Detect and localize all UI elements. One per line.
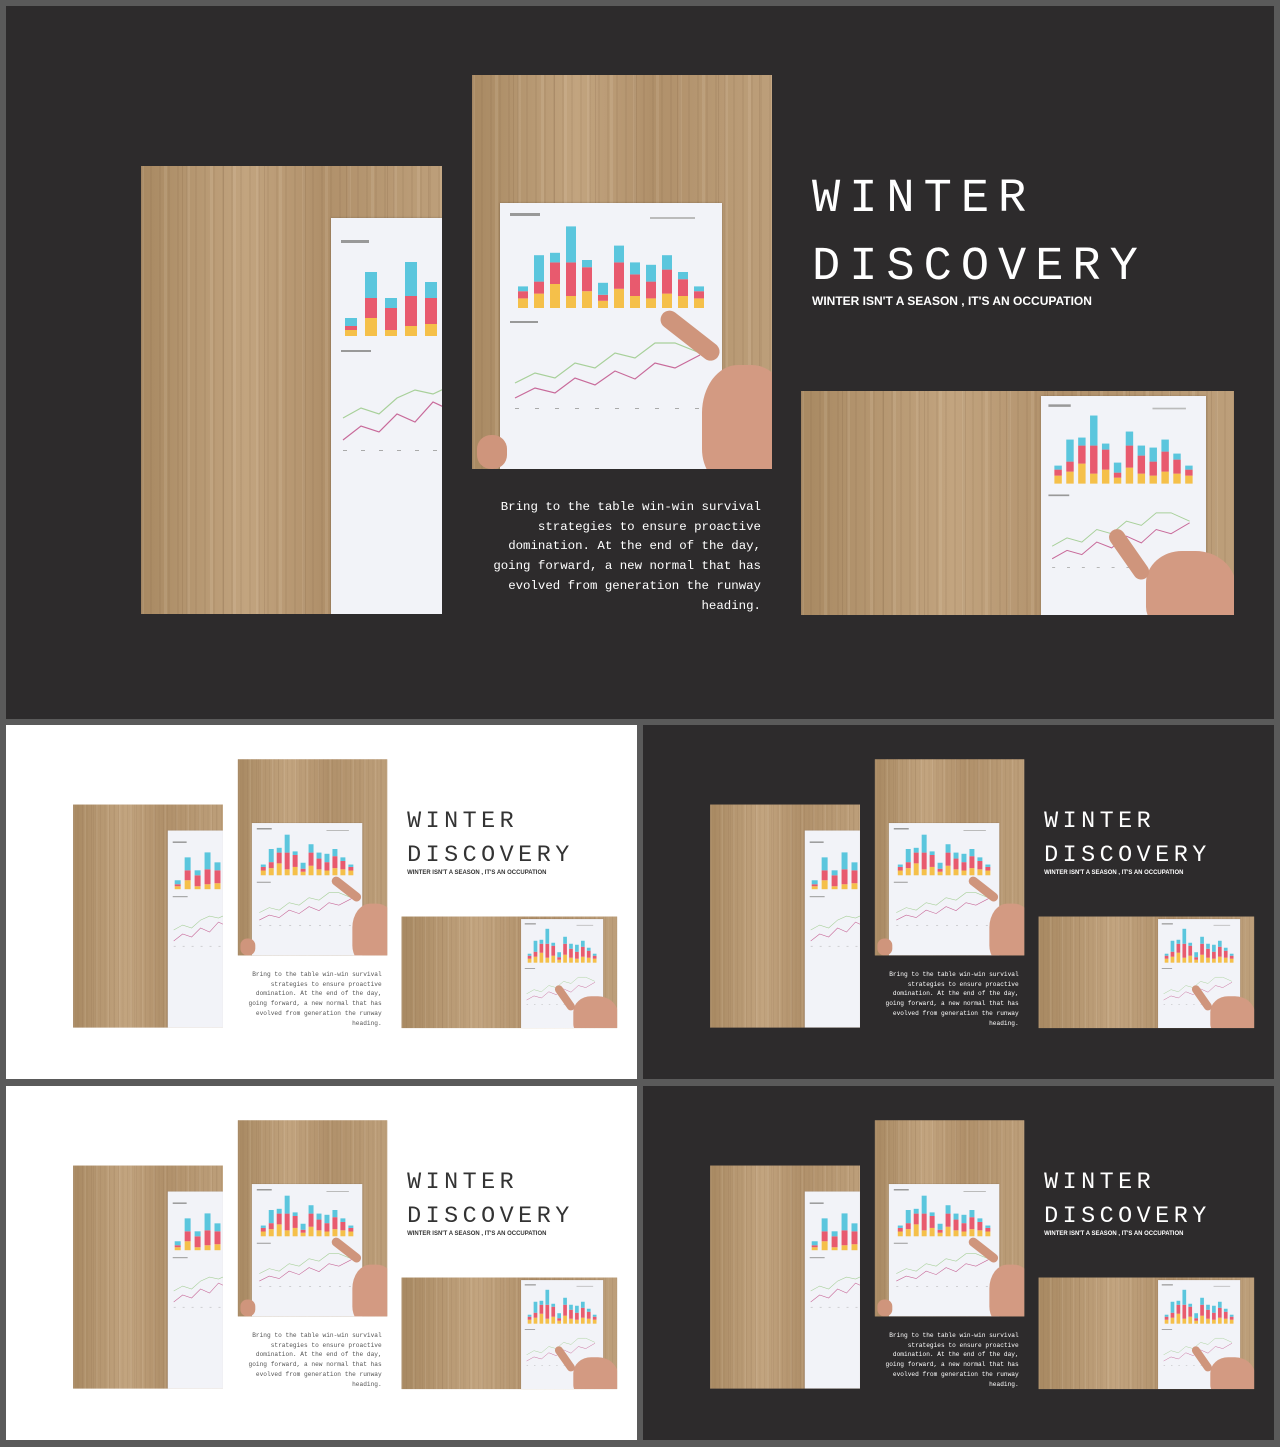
- chart-paper: [168, 1191, 223, 1388]
- photo-left: [710, 1166, 860, 1389]
- photo-right: [402, 917, 617, 1028]
- hand-thumb: [240, 1299, 255, 1316]
- slide-body-text: Bring to the table win-win survival strategies to ensure proactive domination. At the end of the day, going forward, a new normal that has evolved from generation the runway heading.: [493, 500, 761, 613]
- photo-center: [238, 1120, 387, 1316]
- photo-center: [472, 75, 772, 469]
- slide-body-text: Bring to the table win-win survival strategies to ensure proactive domination. At the end of the day, going forward, a new normal that has evolved from generation the runway heading.: [248, 970, 382, 1027]
- hand-image: [702, 365, 772, 469]
- chart-paper: [168, 830, 223, 1027]
- hand-image: [1146, 551, 1234, 615]
- title-line-2: DISCOVERY: [407, 841, 574, 869]
- photo-right: [402, 1278, 617, 1389]
- slide-subtitle: WINTER ISN'T A SEASON , IT'S AN OCCUPATION: [812, 294, 1092, 308]
- chart-paper: [805, 830, 860, 1027]
- title-line-1: WINTER: [1044, 808, 1156, 835]
- slide-body-text: Bring to the table win-win survival strategies to ensure proactive domination. At the end of the day, going forward, a new normal that has evolved from generation the runway heading.: [248, 1331, 382, 1388]
- hand-image: [573, 996, 617, 1028]
- hand-image: [573, 1357, 617, 1389]
- slide-title: [1044, 1166, 1211, 1237]
- photo-right: [1039, 1278, 1254, 1389]
- photo-left: [710, 805, 860, 1028]
- slide-thumbnail[interactable]: [6, 1086, 637, 1440]
- hand-image: [352, 904, 387, 956]
- slide-subtitle: WINTER ISN'T A SEASON , IT'S AN OCCUPATION: [407, 868, 547, 876]
- title-line-1: WINTER: [407, 808, 519, 835]
- hand-image: [989, 1265, 1024, 1317]
- photo-center: [875, 1120, 1024, 1316]
- title-line-1: WINTER: [1044, 1169, 1156, 1196]
- slide-thumbnail[interactable]: [6, 725, 637, 1079]
- title-line-1: WINTER: [407, 1169, 519, 1196]
- slide-subtitle: WINTER ISN'T A SEASON , IT'S AN OCCUPATION: [1044, 1229, 1184, 1237]
- photo-right: [801, 391, 1234, 615]
- slide-title: [407, 805, 574, 876]
- slide-body-text: Bring to the table win-win survival strategies to ensure proactive domination. At the end of the day, going forward, a new normal that has evolved from generation the runway heading.: [885, 970, 1019, 1027]
- hand-image: [989, 904, 1024, 956]
- slide-subtitle: WINTER ISN'T A SEASON , IT'S AN OCCUPATION: [407, 1229, 547, 1237]
- hand-thumb: [477, 435, 507, 469]
- hand-image: [1210, 996, 1254, 1028]
- slide-thumbnail[interactable]: [643, 725, 1274, 1079]
- slide-title: [407, 1166, 574, 1237]
- hand-thumb: [240, 938, 255, 955]
- title-line-1: WINTER: [812, 173, 1036, 226]
- photo-left: [73, 1166, 223, 1389]
- title-line-2: DISCOVERY: [1044, 841, 1211, 869]
- photo-right: [1039, 917, 1254, 1028]
- slide-title: [812, 166, 1147, 302]
- photo-center: [238, 759, 387, 955]
- title-line-2: DISCOVERY: [1044, 1202, 1211, 1230]
- chart-paper: [805, 1191, 860, 1388]
- hand-image: [1210, 1357, 1254, 1389]
- photo-left: [73, 805, 223, 1028]
- title-line-2: DISCOVERY: [407, 1202, 574, 1230]
- photo-center: [875, 759, 1024, 955]
- photo-left: [141, 166, 442, 614]
- title-line-2: DISCOVERY: [812, 241, 1147, 294]
- hand-thumb: [877, 938, 892, 955]
- slide-thumbnail[interactable]: [643, 1086, 1274, 1440]
- slide-subtitle: WINTER ISN'T A SEASON , IT'S AN OCCUPATION: [1044, 868, 1184, 876]
- hand-thumb: [877, 1299, 892, 1316]
- chart-paper: [331, 218, 442, 614]
- slide-body-text: Bring to the table win-win survival strategies to ensure proactive domination. At the end of the day, going forward, a new normal that has evolved from generation the runway heading.: [885, 1331, 1019, 1388]
- hand-image: [352, 1265, 387, 1317]
- slide-title: [1044, 805, 1211, 876]
- slide-main: [6, 6, 1274, 719]
